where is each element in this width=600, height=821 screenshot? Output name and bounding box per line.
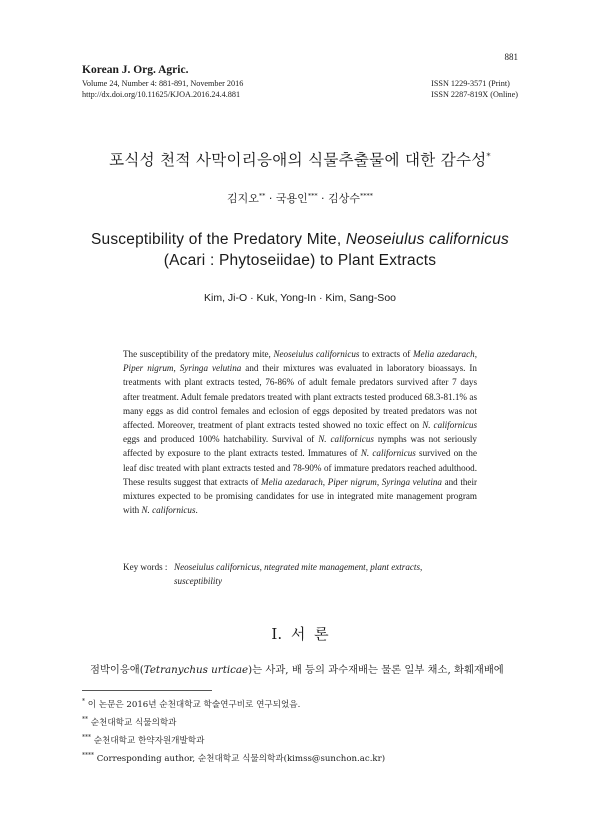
abstract-text: to extracts of (359, 349, 413, 359)
footnote-mark: * (82, 698, 85, 706)
species-name: Melia azedarach (261, 476, 323, 487)
keywords (123, 560, 483, 588)
abstract-text: , (322, 476, 328, 487)
footnote-text: 이 논문은 2016년 순천대학교 학술연구비로 연구되었음. (85, 700, 301, 710)
species-name: Syringa velutina (179, 363, 242, 374)
species-name: Piper nigrum (123, 363, 174, 374)
author-kr-2: 국용인 (275, 192, 308, 205)
species-name: Piper nigrum (327, 476, 377, 487)
title-en-species: Neoseiulus californicus (345, 231, 509, 248)
abstract-text: eggs and produced 100% hatchability. Survival of (123, 434, 319, 445)
footnote-mark: **** (82, 752, 94, 760)
paper-title-english (0, 229, 600, 271)
authors-english: Kim, Ji-O · Kuk, Yong-In · Kim, Sang-Soo (204, 292, 396, 304)
footnote-mark: *** (82, 734, 91, 742)
abstract-text: . (195, 505, 198, 516)
author-separator: · (265, 192, 276, 205)
footnote-divider (82, 690, 212, 691)
species-name: Tetranychus urticae (143, 664, 249, 676)
author-kr-3-mark: **** (359, 191, 373, 200)
footnote-text: 순천대학교 한약자원개발학과 (91, 736, 205, 746)
abstract (123, 347, 477, 517)
author-kr-2-mark: *** (307, 191, 318, 200)
species-name: N. californicus (360, 448, 416, 459)
citation-block (82, 79, 243, 100)
abstract-text: and their mixtures was evaluated in laboratory bioassays. In treatments with plant extracts tested, 76-86% of adult female predators survived after 7 days after treatment. Adult female predators treated with plant extracts tested produced 68.3-81.1% as many eggs as did control females and eclosion of eggs deposited by treated predators was not affected. Moreover, treatment of plant extracts tested showed no toxic effect on (123, 363, 477, 431)
species-name: N. californicus (141, 505, 196, 516)
keywords-line-1 (123, 560, 483, 574)
species-name: N. californicus (318, 434, 374, 445)
footnote-1 (82, 698, 300, 710)
abstract-text: The susceptibility of the predatory mite, (123, 349, 274, 359)
section-heading-introduction: Ⅰ. 서 론 (271, 625, 329, 643)
species-name: Melia azedarach (412, 349, 475, 359)
species-name: N. californicus (422, 420, 477, 431)
keywords-line-2: susceptibility (174, 576, 222, 587)
species-name: Syringa velutina (381, 476, 442, 487)
author-kr-3: 김상수 (328, 192, 360, 205)
intro-text: 점박이응애( (90, 664, 144, 676)
footnote-4 (82, 752, 385, 764)
issn-online: ISSN 2287-819X (Online) (431, 89, 518, 99)
title-kr-text: 포식성 천적 사막이리응애의 식물추출물에 대한 감수성 (109, 151, 487, 169)
issn-print: ISSN 1229-3571 (Print) (431, 79, 510, 88)
page-number: 881 (504, 52, 518, 62)
footnote-3 (82, 734, 204, 746)
intro-paragraph (82, 661, 522, 676)
footnote-mark: ** (82, 716, 88, 724)
title-kr-footnote-mark: * (486, 151, 491, 161)
title-en-prefix: Susceptibility of the Predatory Mite, (91, 231, 346, 248)
author-kr-1-mark: ** (258, 191, 266, 200)
title-en-line-1 (0, 229, 600, 250)
paper-title-korean (0, 148, 600, 170)
title-en-line-2: (Acari : Phytoseiidae) to Plant Extracts (163, 252, 437, 269)
authors-korean (0, 190, 600, 206)
footnote-2 (82, 716, 176, 728)
keywords-label: Key words : (123, 562, 168, 572)
volume-line: Volume 24, Number 4: 881-891, November 2016 (82, 79, 244, 88)
journal-name: Korean J. Org. Agric. (82, 64, 189, 76)
abstract-text: and their mixtures expected to be promising candidates for use in integrated mite management program with (123, 476, 478, 516)
keywords-text: Neoseiulus californicus, ntegrated mite management, plant extracts, (174, 562, 423, 572)
doi-link[interactable]: http://dx.doi.org/10.11625/KJOA.2016.24.4.881 (82, 89, 241, 99)
abstract-text: , (173, 363, 180, 374)
abstract-text: survived on the leaf disc treated with plant extracts tested and 78-90% of immature predators reached adulthood. These results suggest that extracts of (123, 448, 478, 487)
author-separator: · (317, 192, 329, 205)
author-kr-1: 김지오 (227, 192, 259, 205)
abstract-text: nymphs was not seriously affected by exposure to the plant extracts tested. Immatures of (123, 434, 477, 459)
abstract-text: , (376, 476, 382, 487)
issn-block (431, 79, 518, 100)
intro-text: )는 사과, 배 등의 과수재배는 물론 일부 채소, 화훼재배에 (248, 664, 504, 676)
footnote-text: Corresponding author, 순천대학교 식물의학과(kimss@sunchon.ac.kr) (94, 754, 386, 764)
species-name: Neoseiulus californicus (273, 349, 360, 359)
abstract-text: , (474, 349, 477, 359)
footnote-text: 순천대학교 식물의학과 (88, 718, 177, 728)
